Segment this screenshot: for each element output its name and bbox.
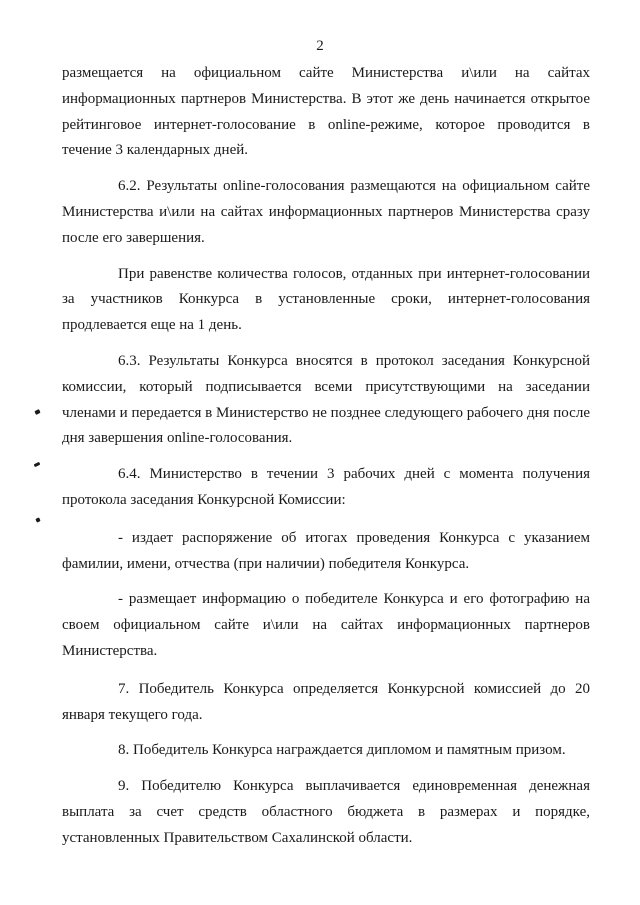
document-body — [62, 61, 590, 852]
paragraph-6-2: 6.2. Результаты online-голосования размещаются на официальном сайте Министерства и\или на сайтах информационных партнеров Министерства сразу после его завершения. — [62, 178, 590, 246]
paragraph-8: 8. Победитель Конкурса награждается дипломом и памятным призом. — [118, 742, 566, 759]
list-item-order: - издает распоряжение об итогах проведения Конкурса с указанием фамилии, имени, отчества (при наличии) победителя Конкурса. — [62, 529, 590, 572]
scan-speck — [34, 462, 41, 467]
paragraph-6-3: 6.3. Результаты Конкурса вносятся в протокол заседания Конкурсной комиссии, который подписывается всеми присутствующими на заседании членами и передается в Министерство не позднее следующего рабочего дня после дня завершения online-голосования. — [62, 352, 590, 447]
scan-speck — [34, 409, 40, 415]
page-number: 2 — [316, 38, 324, 54]
paragraph-6-4: 6.4. Министерство в течении 3 рабочих дней с момента получения протокола заседания Конкурсной Комиссии: — [62, 466, 590, 508]
paragraph-9: 9. Победителю Конкурса выплачивается единовременная денежная выплата за счет средств областного бюджета в размерах и порядке, установленных Правительством Сахалинской области. — [62, 778, 590, 846]
paragraph-7: 7. Победитель Конкурса определяется Конкурсной комиссией до 20 января текущего года. — [62, 680, 590, 723]
list-item-publish: - размещает информацию о победителе Конкурса и его фотографию на своем официальном сайте и\или на сайтах информационных партнеров Министерства. — [62, 591, 590, 659]
paragraph-tie-rule: При равенстве количества голосов, отданных при интернет-голосовании за участников Конкурса в установленные сроки, интернет-голосования продлевается еще на 1 день. — [62, 265, 590, 334]
paragraph-continuation: размещается на официальном сайте Министерства и\или на сайтах информационных партнеров Министерства. В этот же день начинается открытое рейтинговое интернет-голосование в online-режиме, которое проводится в течение 3 календарных дней. — [62, 65, 590, 159]
scan-speck — [35, 517, 40, 522]
